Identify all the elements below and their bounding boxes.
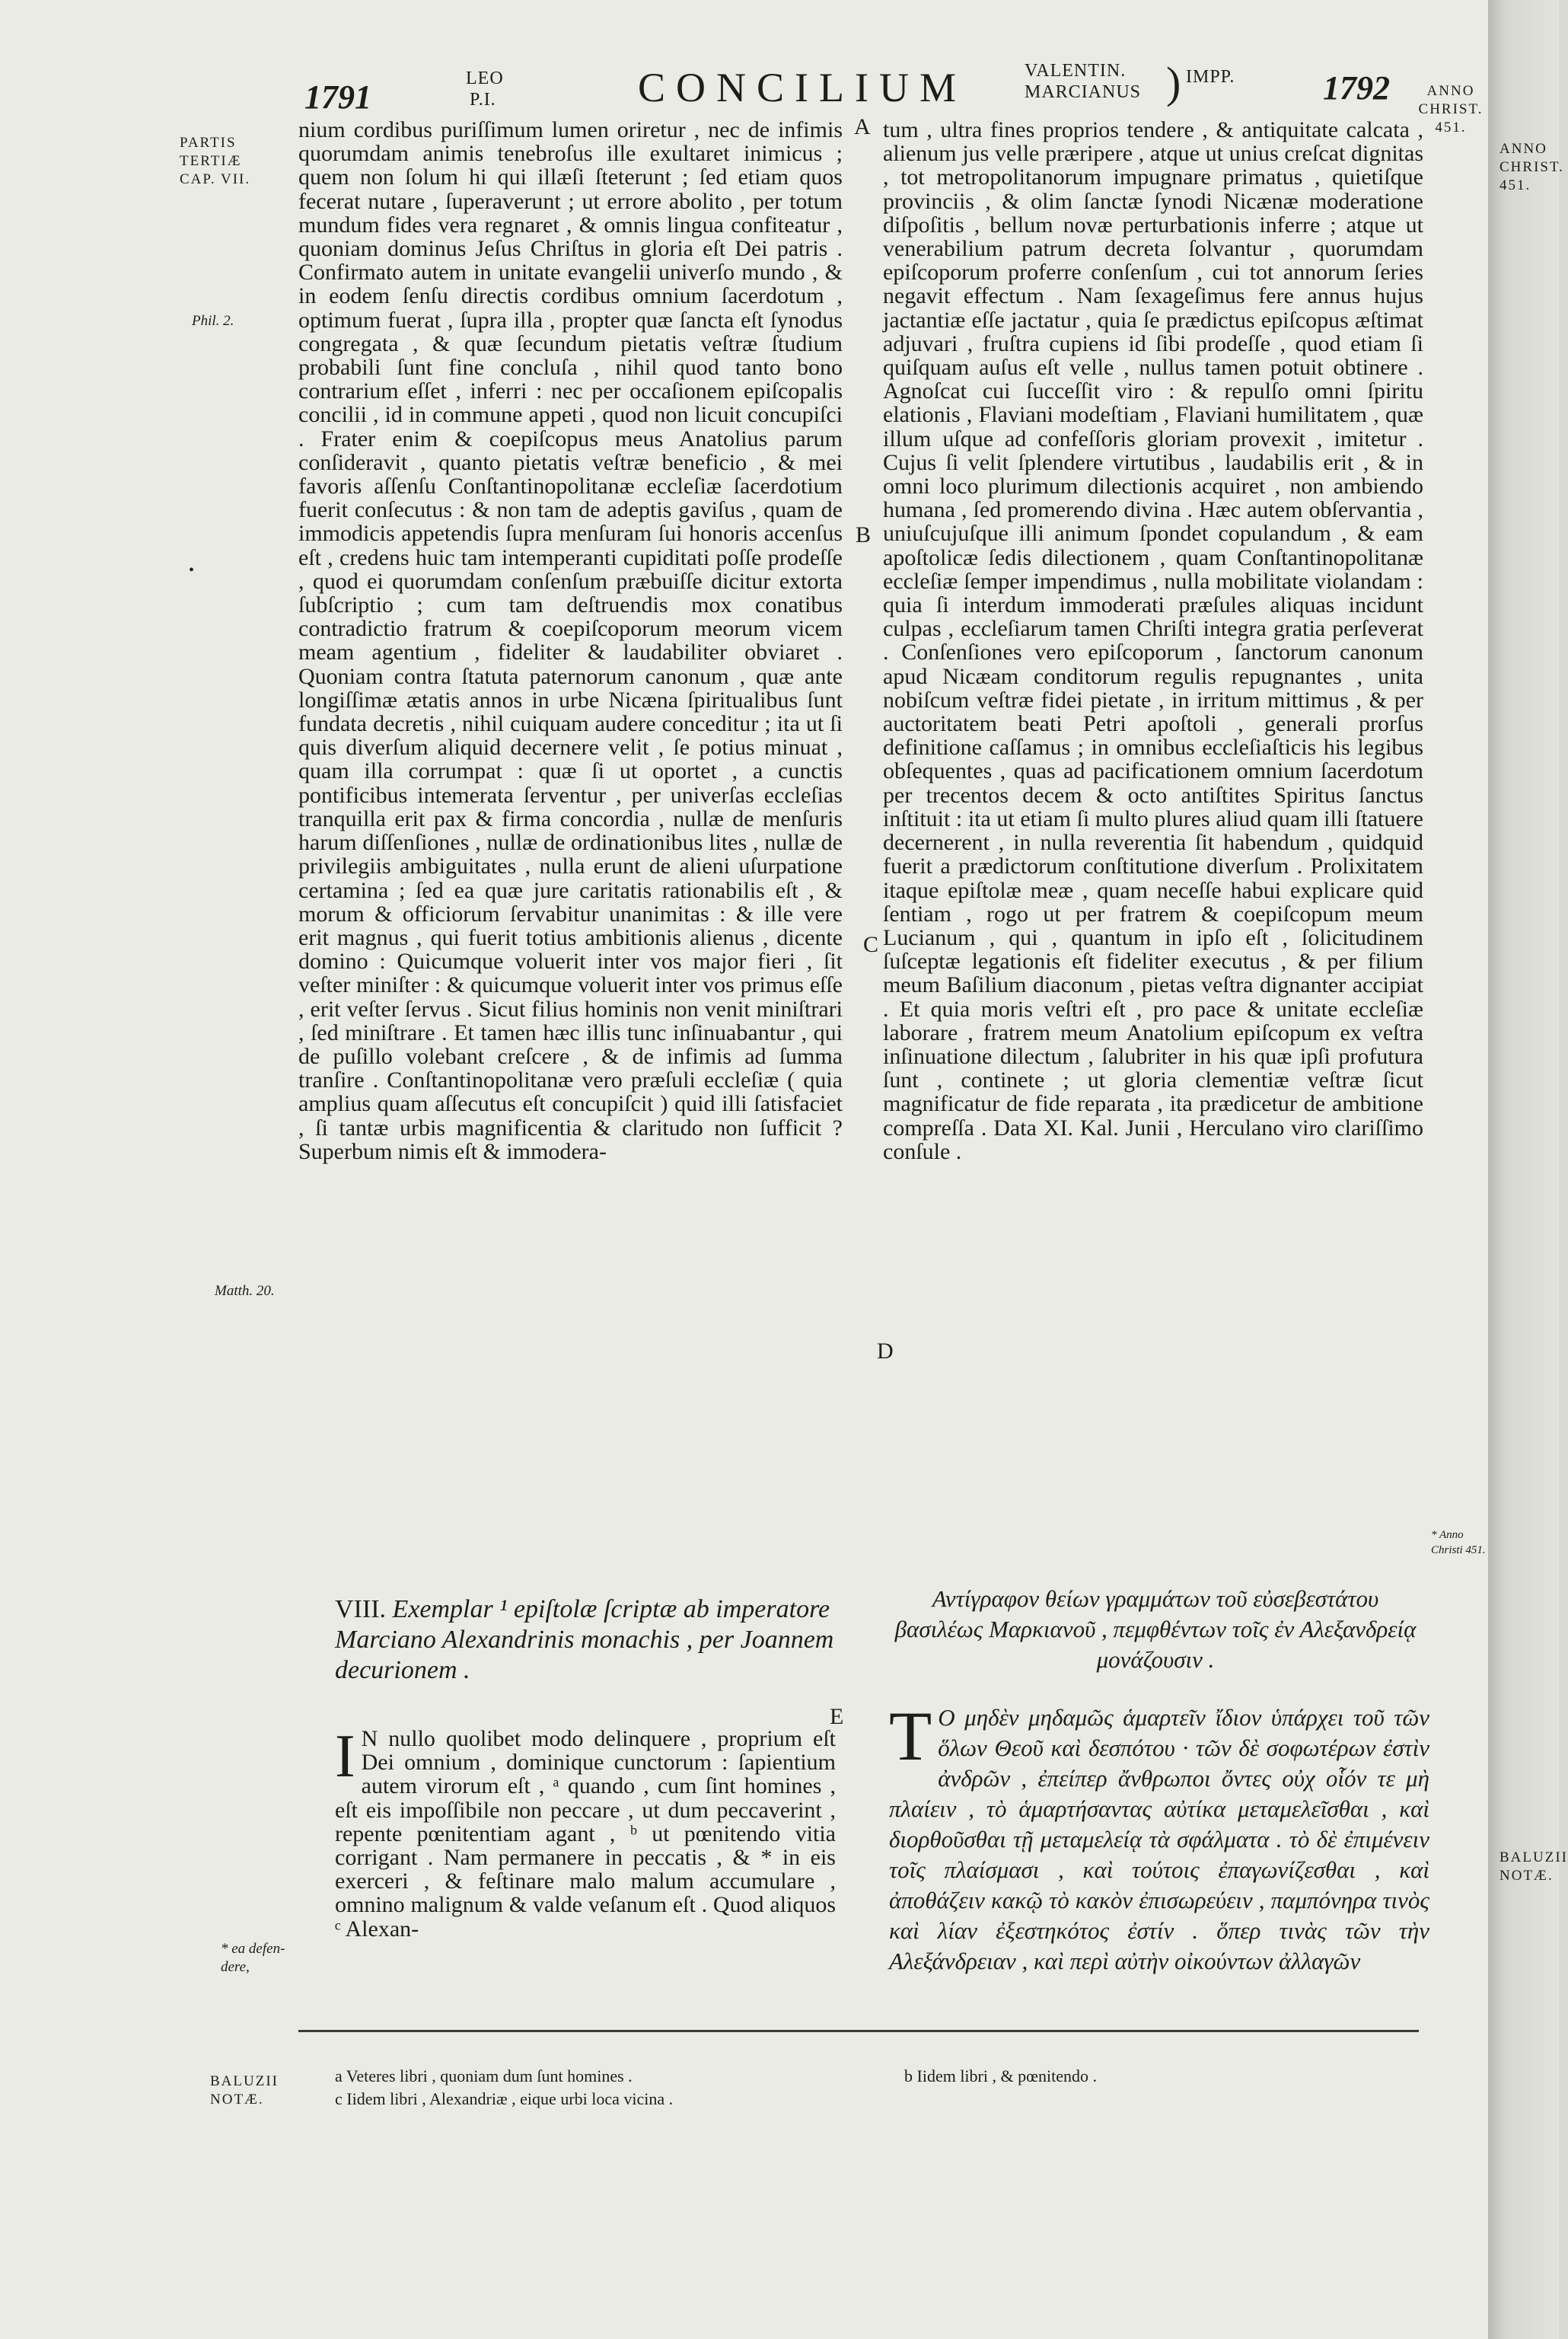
header-leo-pope: P.I. [470, 90, 496, 110]
section-viii-title: Exemplar ¹ epiſtolæ ſcriptæ ab imperatore Marciano Alexandrinis monachis , per Joannem decurionem . [335, 1595, 834, 1684]
section-viii-heading [335, 1594, 843, 1686]
header-emperor-2: MARCIANUS [1025, 82, 1142, 102]
page-number-left: 1791 [304, 78, 371, 116]
footnote-label-1: BALUZII [210, 2073, 279, 2089]
left-column-text [298, 118, 843, 1572]
footnote-a: a Veteres libri , quoniam dum ſunt homines . [335, 2066, 633, 2085]
footnote-rule [298, 2030, 1419, 2032]
page-number-right: 1792 [1323, 69, 1390, 107]
header-emperor-1: VALENTIN. [1025, 61, 1127, 81]
right-column-text [883, 118, 1423, 1572]
margin-anno-far-1: ANNO [1499, 141, 1547, 157]
footnote-label-2: NOTÆ. [210, 2092, 264, 2108]
running-title: CONCILIUM [638, 65, 967, 110]
margin-anno-next-page [1499, 140, 1564, 195]
margin-dot: • [189, 562, 195, 579]
section-letter-d: D [877, 1339, 894, 1364]
footnote-b: b Iidem libri , & pœnitendo . [904, 2066, 1097, 2085]
margin-ea-1: * ea defen- [221, 1941, 285, 1957]
margin-anno-2: CHRIST. [1418, 101, 1484, 117]
section-viii-latin-text [335, 1723, 836, 2009]
right-column-paragraph: tum , ultra fines proprios tendere , & antiquitate calcata , alienum jus velle præripere , atque ut unius creſcat dignitas , tot metropolitanorum impugnare primatus , quietiſque provinciis , & olim ſanctæ ſynodi Nicænæ moderatione diſpoſitis , bellum novæ perturbationis inferre ; atque ut venerabilium patrum decreta ſolvantur , quorumdam epiſcoporum proferre conſenſum , cui tot annorum ſeries negavit effectum . Nam ſexageſimus fere annus hujus jactantiæ eſſe jactatur , quia ſe prædictus epiſcopus æſtimat adjuvari , fruſtra cupiens id ſibi prodeſſe , quod etiam ſi quiſquam auſus eſt velle , nullus tamen potuit obtinere . Agnoſcat cui ſucceſſit viro : & repulſo omni ſpiritu elationis , Flaviani modeſtiam , Flaviani humilitatem , quæ illum uſque ad confeſſoris gloriam provexit , imitetur . Cujus ſi velit ſplendere virtutibus , laudabilis erit , & in omni loco plurimum dilectionis acquiret , non ambiendo humana , ſed promerendo divina . Hæc autem obſervantia , uniuſcujuſque illi animum ſpondet copulandum , & eam apoſtolicæ ſedis dilectionem , quam Conſtantinopolitanæ eccleſiæ ſemper impendimus , nulla mobilitate violandam : quia ſi interdum immoderati præſules aliquas incidunt culpas , eccleſiarum tamen Chriſti integra gratia perſeverat . Conſenſiones vero epiſcoporum , ſanctorum canonum apud Nicæam conditorum regulis repugnantes , unita nobiſcum veſtræ fidei pietate , in irritum mittimus , & per auctoritatem beati Petri apoſtoli , generali prorſus definitione caſſamus ; in omnibus eccleſiaſticis his legibus obſequentes , quas ad pacificationem omnium ſacerdotum per trecentos decem & octo antiſtites Spiritus ſanctus inſtituit : ita ut etiam ſi multo plures aliud quam illi ſtatuere decernerent , in nulla reverentia ſit habendum , quidquid fuerit a prædictorum conſtitutione diverſum . Prolixitatem itaque epiſtolæ meæ , quam neceſſe habui explicare quid ſentiam , rogo ut per fratrem & coepiſcopum meum Lucianum , qui , quantum in ipſo eſt , ſolicitudinem ſuſceptæ legationis eſt fideliter executus , & per filium meum Baſilium diaconum , pietas veſtra dignanter accipiat . Et quia moris veſtri eſt , pro pace & unitate eccleſiæ laborare , fratrem meum Anatolium epiſcopum ex veſtra inſinuatione dilectum , ſalubriter in his quæ ipſi profutura ſunt , continete ; ut gloria clementiæ veſtræ ſicut magnificatur de fide reparata , ita prædicetur de ambitione compreſſa . Data XI. Kal. Junii , Herculano viro clariſſimo conſule . [883, 117, 1423, 1164]
margin-baluzii-next-page [1499, 1849, 1568, 1885]
margin-ea-defendere [221, 1940, 312, 1977]
margin-anno-3: 451. [1435, 120, 1467, 136]
header-leo: LEO [466, 69, 504, 88]
margin-phil: Phil. 2. [192, 313, 234, 329]
margin-anno-far-3: 451. [1499, 177, 1531, 193]
greek-dropcap: Τ [889, 1697, 932, 1775]
greek-heading: Αντίγραφον θείων γραμμάτων τοῦ εὐσεβεστάτου βασιλέως Μαρκιανοῦ , πεμφθέντων τοῖς ἐν Αλεξανδρείᾳ μονάζουσιν . [894, 1585, 1417, 1673]
margin-partis-1: PARTIS [180, 135, 237, 151]
left-column-paragraph: nium cordibus puriſſimum lumen oriretur , nec de infimis quorumdam animis tenebroſus ille exultaret inimicus ; quem non ſolum hi qui illæſi ſteterunt ; ſed etiam quos fecerat nutare , ſuperaverunt ; ut errore abolito , per totum mundum fides vera regnaret , & omnis lingua confiteatur , quoniam dominus Jeſus Chriſtus in gloria eſt Dei patris . Confirmato autem in unitate evangelii univerſo mundo , & in eodem ſenſu directis cordibus omnium ſacerdotum , optimum fuerat , ſupra illa , propter quæ ſancta eſt ſynodus congregata , & quæ ſecundum pietatis veſtræ ſtudium probabili ſunt fine concluſa , nihil quod tanto bono contrarium eſſet , inferri : nec per occaſionem epiſcopalis concilii , id in commune appeti , quod non licuit concupiſci . Frater enim & coepiſcopus meus Anatolius parum conſideravit , quanto pietatis veſtræ beneficio , & mei favoris aſſenſu Conſtantinopolitanæ eccleſiæ ſacerdotium fuerit conſecutus : & non tam de adeptis gaviſus , quam de immodicis appetendis ſupra menſuram ſui honoris accenſus eſt , credens huic tam intemperanti cupiditati poſſe prodeſſe , quod ei quorumdam conſenſum præbuiſſe dicitur extorta ſubſcriptio ; cum tam deſtruendis mox conatibus contradictio fratrum & coepiſcoporum meorum vicem meam agentium , fideliter & laudabiliter obviaret . Quoniam contra ſtatuta paternorum canonum , quæ ante longiſſimæ ætatis annos in urbe Nicæna ſpiritualibus ſunt fundata decretis , nihil cuiquam audere conceditur ; ita ut ſi quis diverſum aliquid decernere velit , ſe potius minuat , quam illa corrumpat : quæ ſi ut oportet , a cunctis pontificibus intemerata ſerventur , per univerſas eccleſias tranquilla erit pax & firma concordia , nullæ de menſuris harum diſſenſiones , nullæ de ordinationibus lites , nullæ de privilegiis ambiguitates , nulla erunt de alieni uſurpatione certamina ; ſed ea quæ jure caritatis rationabilis eſt , & morum & officiorum ſervabitur unanimitas : & ille vere erit magnus , qui fuerit totius ambitionis alienus , dicente domino : Quicumque voluerit inter vos major fieri , ſit veſter miniſter : & quicumque voluerit inter vos primus eſſe , erit veſter ſervus . Sicut filius hominis non venit miniſtrari , ſed miniſtrare . Et tamen hæc illis tunc inſinuabantur , qui de puſillo volebant creſcere , & de infimis ad ſumma tranſire . Conſtantinopolitanæ vero præſuli eccleſiæ ( quia amplius quam aſſecutus eſt concupiſcit ) quid illi ſatisfaciet , ſi tantæ urbis magnificentia & claritudo non ſufficit ? Superbum nimis eſt & immodera- [298, 117, 843, 1164]
margin-anno-1: ANNO [1426, 83, 1475, 99]
greek-text [889, 1697, 1429, 2013]
margin-anno-small-1: * Anno [1431, 1529, 1464, 1541]
margin-baluzii-right-2: NOTÆ. [1499, 1868, 1554, 1884]
margin-matth: Matth. 20. [215, 1283, 275, 1299]
section-letter-c: C [863, 932, 879, 957]
section-letter-b: B [856, 522, 872, 547]
header-impp: IMPP. [1186, 67, 1235, 87]
margin-partis [180, 134, 294, 189]
footnote-label [210, 2073, 279, 2109]
section-viii-latin-paragraph: N nullo quolibet modo delinquere , proprium eſt Dei omnium , dominique cunctorum : ſapientium autem virorum eſt , ᵃ quando , cum ſint homines , eſt eis impoſſibile non peccare , ut dum peccaverint , repente pœnitentiam agant , ᵇ ut pœnitendo vitia corrigant . Nam permanere in peccatis , & * in eis exerceri , & feſtinare malo malum accumulare , omnino malignum & valde veſanum eſt . Quod aliquos ᶜ Alexan- [335, 1726, 836, 1942]
footnote-c: c Iidem libri , Alexandriæ , eique urbi loca vicina . [335, 2089, 674, 2108]
greek-paragraph: Ο μηδὲν μηδαμῶς ἁμαρτεῖν ἴδιον ὑπάρχει τοῦ τῶν ὅλων Θεοῦ καὶ δεσπότου · τῶν δὲ σοφωτέρων ἐστὶν ἀνδρῶν , ἐπείπερ ἄνθρωποι ὄντες οὐχ οἷόν τε μὴ πλαίειν , τὸ ἁμαρτήσαντας αὐτίκα μεταμελεῖσθαι , καὶ διορθοῦσθαι τῇ μεταμελείᾳ τὰ σφάλματα . τὸ δὲ ἐπιμένειν τοῖς πλαίσμασι , καὶ τούτοις ἐπαγωνίζεσθαι , καὶ ἀποθάζειν κακῷ τὸ κακὸν ἐπισωρεύειν , παμπόνηρα τινὸς καὶ λίαν ἐξεστηκότος ἐστίν . ὅπερ τινὰς τῶν τὴν Αλεξάνδρειαν , καὶ περὶ αὐτὴν οἰκούντων ἀλλαγῶν [889, 1704, 1429, 1974]
section-viii-number: VIII. [335, 1595, 387, 1623]
section-letter-a: A [854, 114, 871, 139]
margin-anno-small-2: Christi 451. [1431, 1544, 1486, 1556]
section-viii-dropcap: I [335, 1723, 355, 1790]
margin-partis-3: CAP. VII. [180, 171, 251, 187]
header-brace: ) [1166, 58, 1181, 107]
margin-anno-right [1414, 82, 1487, 137]
next-page-edge [1488, 0, 1568, 2339]
margin-partis-2: TERTIÆ [180, 153, 242, 169]
section-letter-e: E [830, 1704, 844, 1729]
margin-anno-christi [1431, 1527, 1487, 1558]
margin-ea-2: dere, [221, 1959, 250, 1975]
margin-anno-far-2: CHRIST. [1499, 159, 1564, 175]
margin-baluzii-right-1: BALUZII [1499, 1849, 1568, 1865]
